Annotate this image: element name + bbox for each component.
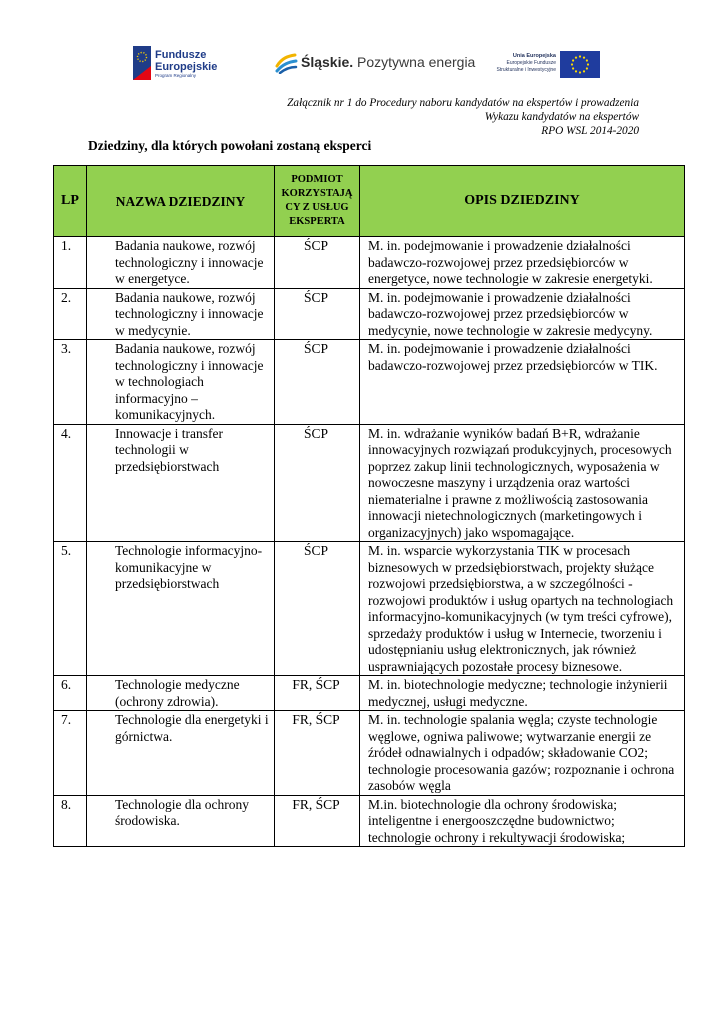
cell-subject: FR, ŚCP	[275, 711, 360, 796]
cell-name: Technologie dla energetyki i górnictwa.	[87, 711, 275, 796]
fe-flag-icon	[133, 46, 151, 80]
cell-lp: 8.	[54, 795, 87, 847]
domains-table	[53, 165, 685, 847]
cell-subject: ŚCP	[275, 542, 360, 676]
cell-name: Badania naukowe, rozwój technologiczny i innowacje w technologiach informacyjno – komunikacyjnych.	[87, 340, 275, 425]
cell-name: Innowacje i transfer technologii w przedsiębiorstwach	[87, 424, 275, 542]
eu-flag-icon	[560, 51, 600, 78]
slaskie-mark-icon	[274, 52, 298, 74]
slaskie-bold: Śląskie.	[301, 54, 354, 70]
annex-note	[287, 96, 639, 138]
table-row	[54, 676, 685, 711]
ue-line1: Unia Europejska	[512, 53, 556, 59]
cell-name: Technologie dla ochrony środowiska.	[87, 795, 275, 847]
cell-name: Technologie medyczne (ochrony zdrowia).	[87, 676, 275, 711]
ue-line3: Strukturalne i Inwestycyjne	[496, 66, 556, 73]
cell-opis: M. in. biotechnologie medyczne; technologie inżynierii medycznej, usługi medyczne.	[360, 676, 685, 711]
table-row	[54, 711, 685, 796]
cell-subject: FR, ŚCP	[275, 795, 360, 847]
cell-opis: M. in. podejmowanie i prowadzenie działalności badawczo-rozwojowej przez przedsiębiorców w medycynie, nowe technologie w zakresie medycyny.	[360, 288, 685, 340]
cell-opis: M. in. technologie spalania węgla; czyste technologie węglowe, ogniwa paliwowe; wytwarzanie energii ze źródeł odnawialnych i odpadów; składowanie CO2; technologie procesowania gazów; rozpoznanie i ochrona zasobów węgla	[360, 711, 685, 796]
table-row	[54, 288, 685, 340]
annex-line2: Wykazu kandydatów na ekspertów	[484, 111, 639, 123]
cell-subject: ŚCP	[275, 424, 360, 542]
table-header-row	[54, 166, 685, 237]
cell-opis: M. in. podejmowanie i prowadzenie działalności badawczo-rozwojowej przez przedsiębiorców w TIK.	[360, 340, 685, 425]
table-row	[54, 340, 685, 425]
table-row	[54, 542, 685, 676]
cell-opis: M. in. wsparcie wykorzystania TIK w procesach biznesowych w przedsiębiorstwach, projekty służące rozwojowi przedsiębiorstwa, a w szczególności - rozwojowi produktów i usług opartych na technologiach informacyjno-komunikacyjnych (w tym treści cyfrowe), sprzedaży produktów i usług w Internecie, tworzeniu i udostępnianiu usług elektronicznych, jak również usprawniających pozostałe procesy biznesowe.	[360, 542, 685, 676]
slaskie-logo	[274, 52, 476, 74]
table-row	[54, 424, 685, 542]
table-row	[54, 237, 685, 289]
cell-name: Technologie informacyjno-komunikacyjne w przedsiębiorstwach	[87, 542, 275, 676]
cell-subject: ŚCP	[275, 288, 360, 340]
fe-line2: Europejskie	[155, 61, 218, 73]
slaskie-rest: Pozytywna energia	[353, 54, 476, 70]
table-row	[54, 795, 685, 847]
cell-subject: ŚCP	[275, 237, 360, 289]
header-lp: LP	[54, 166, 87, 237]
cell-lp: 4.	[54, 424, 87, 542]
cell-lp: 5.	[54, 542, 87, 676]
cell-subject: FR, ŚCP	[275, 676, 360, 711]
cell-name: Badania naukowe, rozwój technologiczny i innowacje w medycynie.	[87, 288, 275, 340]
header-opis: OPIS DZIEDZINY	[360, 166, 685, 237]
cell-name: Badania naukowe, rozwój technologiczny i innowacje w energetyce.	[87, 237, 275, 289]
ue-line2: Europejskie Fundusze	[506, 60, 556, 66]
cell-lp: 3.	[54, 340, 87, 425]
annex-line3: RPO WSL 2014-2020	[541, 125, 639, 137]
cell-opis: M.in. biotechnologie dla ochrony środowiska; inteligentne i energooszczędne budownictwo; technologie ochrony i rekultywacji środowiska;	[360, 795, 685, 847]
cell-lp: 2.	[54, 288, 87, 340]
header-name: NAZWA DZIEDZINY	[87, 166, 275, 237]
cell-lp: 1.	[54, 237, 87, 289]
cell-opis: M. in. podejmowanie i prowadzenie działalności badawczo-rozwojowej przez przedsiębiorców w energetyce, nowe technologie w zakresie energetyki.	[360, 237, 685, 289]
document-title: Dziedziny, dla których powołani zostaną eksperci	[88, 138, 372, 153]
fe-line3: Program Regionalny	[155, 73, 197, 78]
cell-lp: 7.	[54, 711, 87, 796]
cell-subject: ŚCP	[275, 340, 360, 425]
annex-line1: Załącznik nr 1 do Procedury naboru kandydatów na ekspertów i prowadzenia	[287, 97, 639, 109]
cell-lp: 6.	[54, 676, 87, 711]
fundusze-europejskie-logo	[133, 46, 233, 82]
fe-line1: Fundusze	[155, 49, 207, 61]
cell-opis: M. in. wdrażanie wyników badań B+R, wdrażanie innowacyjnych rozwiązań produkcyjnych, procesowych poprzez zakup linii technologicznych, wyposażenia w nowoczesne maszyny i urządzenia oraz wartości niematerialne i prawne z możliwością zastosowania innowacji nietechnologicznych (marketingowych i organizacyjnych) jako wspomagające.	[360, 424, 685, 542]
unia-europejska-logo	[478, 51, 600, 79]
header-subject: PODMIOT KORZYSTAJĄ CY Z USŁUG EKSPERTA	[275, 166, 360, 237]
